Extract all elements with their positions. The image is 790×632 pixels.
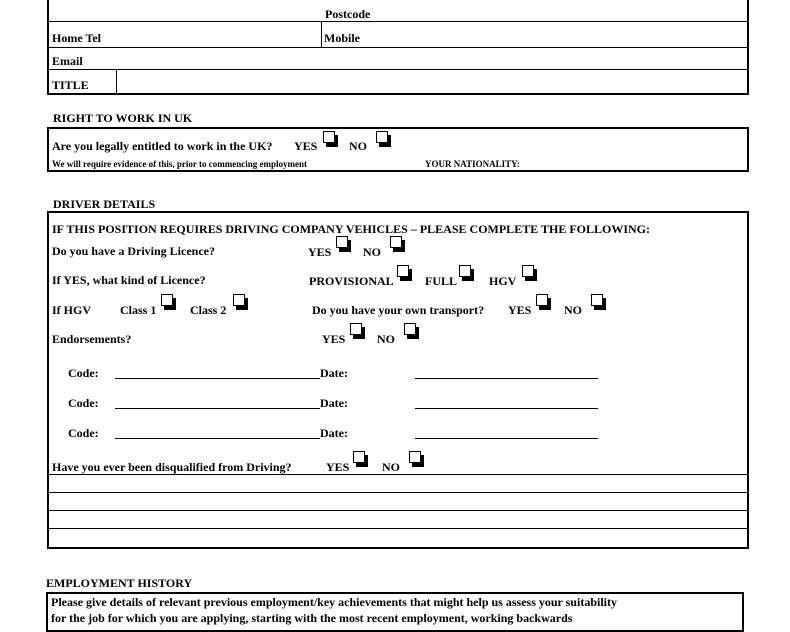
driver-intro: IF THIS POSITION REQUIRES DRIVING COMPANY VEHICLES – PLEASE COMPLETE THE FOLLOWING: [52, 222, 650, 236]
disqualified-yes-label: YES [326, 460, 350, 474]
ruled-line[interactable] [48, 510, 748, 511]
date-label: Date: [320, 426, 348, 440]
licence-yes-label: YES [308, 245, 332, 259]
disqualified-no-label: NO [382, 460, 400, 474]
provisional-label: PROVISIONAL [309, 274, 394, 288]
transport-yes-checkbox[interactable] [536, 294, 552, 311]
provisional-checkbox[interactable] [397, 265, 413, 282]
endorsements-no-label: NO [377, 332, 395, 346]
rtw-yes-checkbox[interactable] [323, 131, 339, 148]
if-hgv-label: If HGV [52, 303, 91, 317]
driver-details-box [47, 211, 749, 549]
transport-yes-label: YES [508, 303, 532, 317]
postcode-label: Postcode [325, 7, 371, 21]
date-input-line[interactable] [415, 408, 598, 409]
employment-intro-line2: for the job for which you are applying, starting with the most recent employment, working backwards [51, 611, 573, 625]
hgv-label: HGV [489, 274, 517, 288]
row-divider [48, 69, 748, 70]
endorsements-yes-label: YES [322, 332, 346, 346]
date-input-line[interactable] [415, 438, 598, 439]
driver-details-heading: DRIVER DETAILS [53, 197, 156, 211]
right-to-work-question: Are you legally entitled to work in the UK? [52, 139, 273, 153]
full-label: FULL [425, 274, 458, 288]
licence-no-checkbox[interactable] [390, 236, 406, 253]
endorsements-no-checkbox[interactable] [404, 323, 420, 340]
licence-question: Do you have a Driving Licence? [52, 244, 215, 258]
code-label: Code: [68, 366, 99, 380]
class2-label: Class 2 [190, 303, 227, 317]
disqualified-no-checkbox[interactable] [409, 451, 425, 468]
disqualified-yes-checkbox[interactable] [353, 451, 369, 468]
rtw-no-checkbox[interactable] [376, 131, 392, 148]
endorsements-label: Endorsements? [52, 332, 132, 346]
transport-no-label: NO [564, 303, 582, 317]
mobile-label: Mobile [324, 31, 360, 45]
date-label: Date: [320, 396, 348, 410]
licence-no-label: NO [363, 245, 381, 259]
code-input-line[interactable] [115, 438, 320, 439]
nationality-label: YOUR NATIONALITY: [425, 159, 520, 169]
code-input-line[interactable] [115, 378, 320, 379]
date-input-line[interactable] [415, 378, 598, 379]
ruled-line[interactable] [48, 528, 748, 529]
licence-yes-checkbox[interactable] [336, 236, 352, 253]
rtw-no-label: NO [349, 139, 367, 153]
hgv-checkbox[interactable] [522, 265, 538, 282]
full-checkbox[interactable] [459, 265, 475, 282]
home-tel-label: Home Tel [52, 31, 102, 45]
column-divider [321, 22, 322, 47]
licence-kind-question: If YES, what kind of Licence? [52, 273, 206, 287]
code-label: Code: [68, 426, 99, 440]
right-to-work-heading: RIGHT TO WORK IN UK [53, 111, 193, 125]
ruled-line[interactable] [48, 492, 748, 493]
column-divider [116, 70, 117, 93]
evidence-note: We will require evidence of this, prior to commencing employment [52, 159, 307, 169]
transport-no-checkbox[interactable] [591, 294, 607, 311]
title-label: TITLE [52, 78, 89, 92]
date-label: Date: [320, 366, 348, 380]
class1-checkbox[interactable] [161, 294, 177, 311]
email-label: Email [52, 54, 83, 68]
code-input-line[interactable] [115, 408, 320, 409]
ruled-line[interactable] [48, 474, 748, 475]
row-divider [48, 47, 748, 48]
rtw-yes-label: YES [294, 139, 318, 153]
row-divider [48, 21, 748, 22]
own-transport-question: Do you have your own transport? [312, 303, 485, 317]
endorsements-yes-checkbox[interactable] [350, 323, 366, 340]
class1-label: Class 1 [120, 303, 157, 317]
class2-checkbox[interactable] [233, 294, 249, 311]
code-label: Code: [68, 396, 99, 410]
employment-intro-line1: Please give details of relevant previous employment/key achievements that might help us assess your suitability [51, 595, 617, 609]
employment-history-heading: EMPLOYMENT HISTORY [46, 576, 193, 590]
disqualified-question: Have you ever been disqualified from Driving? [52, 460, 292, 474]
